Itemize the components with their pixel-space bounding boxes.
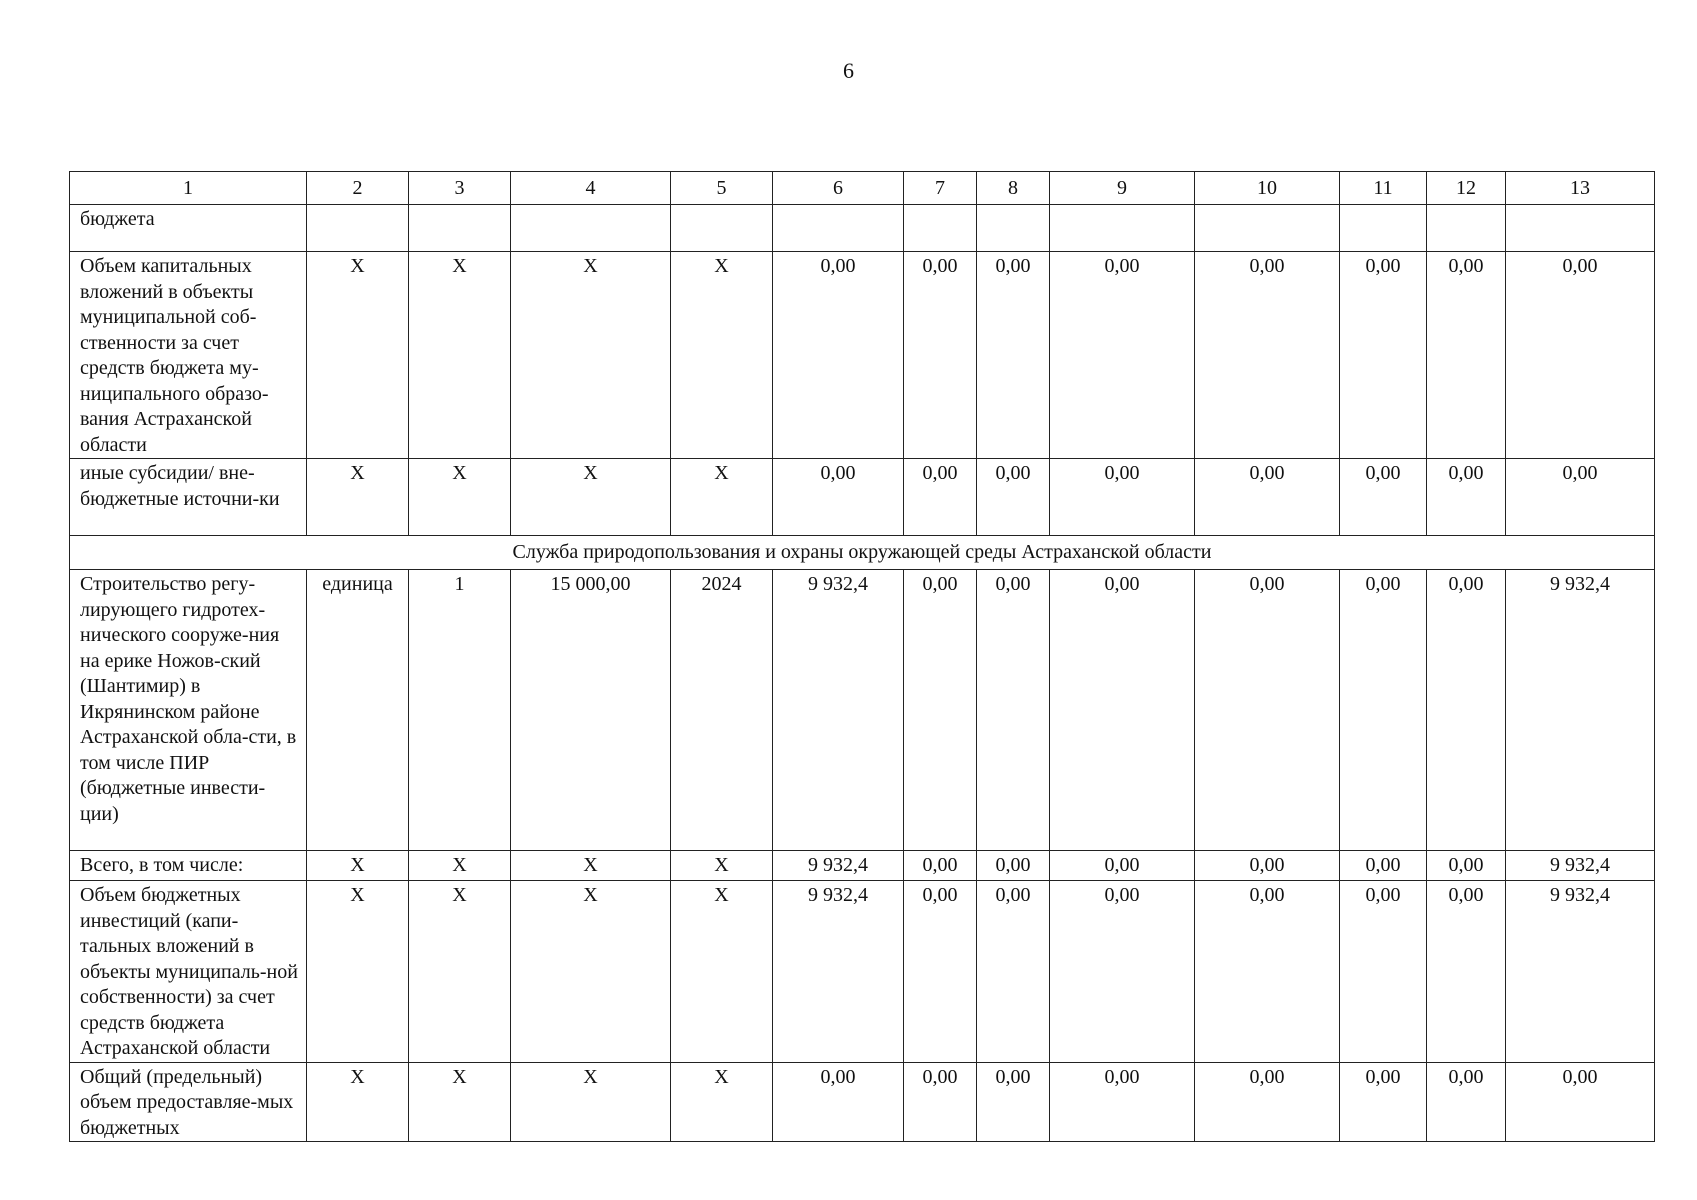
table-row — [70, 459, 1655, 536]
table-cell — [1340, 570, 1427, 851]
cell-value: 0,00 — [922, 1065, 958, 1088]
table-cell — [773, 252, 904, 459]
cell-value: 15 000,00 — [550, 573, 631, 595]
table-cell — [307, 570, 409, 851]
table-cell — [409, 851, 511, 881]
table-cell — [511, 205, 671, 252]
cell-value: X — [583, 255, 598, 277]
column-header: 6 — [773, 172, 904, 205]
cell-value: 0,00 — [820, 462, 856, 484]
row-label — [70, 570, 307, 851]
table-cell — [977, 881, 1050, 1063]
table-cell — [511, 570, 671, 851]
table-cell — [773, 205, 904, 252]
cell-value — [409, 205, 510, 207]
column-header: 4 — [511, 172, 671, 205]
table-cell — [1427, 252, 1506, 459]
cell-value: 9 932,4 — [808, 884, 868, 906]
cell-value: 0,00 — [1562, 462, 1598, 484]
section-row — [70, 536, 1655, 570]
table-cell — [671, 252, 773, 459]
table-cell — [1427, 459, 1506, 536]
table-cell — [409, 1062, 511, 1142]
row-label — [70, 252, 307, 459]
table-cell — [1195, 570, 1340, 851]
table-cell — [1506, 881, 1655, 1063]
cell-value: X — [714, 462, 729, 484]
cell-value — [773, 205, 903, 207]
table-cell — [1506, 570, 1655, 851]
cell-value: 0,00 — [1448, 854, 1484, 876]
row-label-text: Строительство регу-лирующего гидротех-нического сооруже-ния на ерике Ножов-ский (Шантимир) в Икрянинском районе Астраханской обла-сти, в том числе ПИР (бюджетные инвести-ции) — [80, 573, 297, 825]
table-header-row — [70, 172, 1655, 205]
cell-value: X — [452, 255, 467, 277]
cell-value: 0,00 — [922, 884, 958, 906]
cell-value — [977, 205, 1049, 207]
cell-value: 0,00 — [1249, 573, 1285, 595]
table-cell — [904, 459, 977, 536]
cell-value: 0,00 — [995, 854, 1031, 876]
budget-table — [69, 171, 1655, 1142]
cell-value: X — [583, 462, 598, 484]
column-header: 8 — [977, 172, 1050, 205]
table-cell — [773, 881, 904, 1063]
cell-value: 0,00 — [995, 462, 1031, 484]
table-cell — [977, 459, 1050, 536]
section-title: Служба природопользования и охраны окружающей среды Астраханской области — [70, 536, 1655, 570]
cell-value: 0,00 — [922, 255, 958, 277]
cell-value: 0,00 — [1249, 884, 1285, 906]
cell-value: 0,00 — [1448, 1065, 1484, 1088]
cell-value: единица — [322, 573, 393, 595]
cell-value: 0,00 — [820, 255, 856, 277]
table-cell — [409, 459, 511, 536]
table-cell — [904, 881, 977, 1063]
table-cell — [671, 851, 773, 881]
table-cell — [307, 881, 409, 1063]
cell-value: X — [452, 1065, 467, 1088]
cell-value: X — [583, 1065, 598, 1088]
table-cell — [977, 252, 1050, 459]
table-cell — [1340, 851, 1427, 881]
column-header: 7 — [904, 172, 977, 205]
row-label — [70, 881, 307, 1063]
table-cell — [1195, 881, 1340, 1063]
cell-value: 0,00 — [1104, 854, 1140, 876]
table-cell — [773, 1062, 904, 1142]
table-cell — [1050, 1062, 1195, 1142]
table-cell — [977, 851, 1050, 881]
cell-value: 9 932,4 — [808, 854, 868, 876]
column-header: 13 — [1506, 172, 1655, 205]
table-cell — [773, 459, 904, 536]
table-row — [70, 881, 1655, 1063]
row-label-text: Объем капитальных вложений в объекты муниципальной соб-ственности за счет средств бюджета му-ниципального образо-вания Астраханской области — [80, 255, 269, 456]
cell-value: X — [350, 255, 365, 277]
cell-value: 0,00 — [1249, 854, 1285, 876]
cell-value: X — [350, 1065, 365, 1088]
table-cell — [1195, 851, 1340, 881]
table-cell — [1340, 252, 1427, 459]
table-cell — [1506, 205, 1655, 252]
table-cell — [977, 205, 1050, 252]
table-cell — [1050, 252, 1195, 459]
cell-value: 2024 — [701, 573, 742, 595]
table-cell — [307, 851, 409, 881]
cell-value: 0,00 — [1104, 255, 1140, 277]
column-header: 9 — [1050, 172, 1195, 205]
table-cell — [1050, 459, 1195, 536]
table-cell — [904, 851, 977, 881]
cell-value: 0,00 — [1104, 1065, 1140, 1088]
table-cell — [671, 205, 773, 252]
row-label-text: Всего, в том числе: — [80, 854, 244, 876]
table-cell — [1427, 881, 1506, 1063]
cell-value: X — [714, 1065, 729, 1088]
table-cell — [1195, 252, 1340, 459]
table-cell — [1195, 459, 1340, 536]
table-cell — [1506, 252, 1655, 459]
table-cell — [409, 881, 511, 1063]
cell-value: X — [714, 255, 729, 277]
cell-value: X — [350, 884, 365, 906]
cell-value: 0,00 — [1448, 573, 1484, 595]
cell-value: X — [583, 884, 598, 906]
cell-value: 0,00 — [1365, 1065, 1401, 1088]
table-cell — [1195, 1062, 1340, 1142]
table-cell — [904, 1062, 977, 1142]
cell-value: 0,00 — [1448, 255, 1484, 277]
row-label-text: Объем бюджетных инвестиций (капи-тальных вложений в объекты муниципаль-ной собственности) за счет средств бюджета Астраханской области — [80, 884, 298, 1059]
table-cell — [1195, 205, 1340, 252]
cell-value — [1195, 205, 1339, 207]
cell-value: 0,00 — [1448, 462, 1484, 484]
table-cell — [1427, 1062, 1506, 1142]
column-header: 5 — [671, 172, 773, 205]
cell-value — [1427, 205, 1505, 207]
table-cell — [511, 851, 671, 881]
cell-value: 0,00 — [1249, 255, 1285, 277]
table-cell — [773, 851, 904, 881]
table-row — [70, 851, 1655, 881]
cell-value — [1506, 205, 1654, 207]
cell-value: X — [350, 854, 365, 876]
cell-value: X — [350, 462, 365, 484]
table-cell — [409, 252, 511, 459]
page-number: 6 — [843, 58, 854, 83]
row-label-text: бюджета — [80, 208, 155, 230]
table-cell — [977, 1062, 1050, 1142]
row-label-text: Общий (предельный) объем предоставляе-мых бюджетных — [80, 1065, 294, 1139]
table-cell — [1340, 459, 1427, 536]
table-cell — [511, 252, 671, 459]
cell-value: 9 932,4 — [1550, 573, 1610, 595]
row-label — [70, 459, 307, 536]
table-cell — [307, 459, 409, 536]
table-cell — [1340, 881, 1427, 1063]
table-row — [70, 570, 1655, 851]
cell-value: 0,00 — [995, 573, 1031, 595]
cell-value: 0,00 — [995, 255, 1031, 277]
table-cell — [671, 570, 773, 851]
row-label-text: иные субсидии/ вне-бюджетные источни-ки — [80, 462, 280, 510]
cell-value: 0,00 — [1365, 462, 1401, 484]
cell-value: 9 932,4 — [808, 573, 868, 595]
table-cell — [1427, 570, 1506, 851]
table-cell — [1050, 570, 1195, 851]
table-cell — [1506, 459, 1655, 536]
cell-value: 1 — [454, 573, 465, 595]
table-cell — [1050, 881, 1195, 1063]
table-cell — [671, 881, 773, 1063]
cell-value — [904, 205, 976, 207]
cell-value: 0,00 — [1562, 255, 1598, 277]
table-cell — [409, 570, 511, 851]
table-cell — [511, 1062, 671, 1142]
cell-value — [1340, 205, 1426, 207]
column-header: 12 — [1427, 172, 1506, 205]
table-cell — [904, 205, 977, 252]
table-cell — [409, 205, 511, 252]
table-cell — [1050, 851, 1195, 881]
cell-value: 0,00 — [1562, 1065, 1598, 1088]
table-cell — [1340, 1062, 1427, 1142]
cell-value — [511, 205, 670, 207]
table-row — [70, 252, 1655, 459]
table-body — [70, 172, 1655, 1142]
table-cell — [307, 1062, 409, 1142]
cell-value: 0,00 — [1365, 255, 1401, 277]
cell-value: 0,00 — [1365, 884, 1401, 906]
cell-value: 0,00 — [995, 1065, 1031, 1088]
table-cell — [1506, 851, 1655, 881]
cell-value: X — [714, 884, 729, 906]
cell-value: 0,00 — [1365, 854, 1401, 876]
row-label — [70, 205, 307, 252]
table-cell — [977, 570, 1050, 851]
cell-value: 0,00 — [1365, 573, 1401, 595]
cell-value: 0,00 — [922, 462, 958, 484]
cell-value — [671, 205, 772, 207]
table-cell — [1427, 205, 1506, 252]
cell-value: 0,00 — [1104, 573, 1140, 595]
table-cell — [511, 459, 671, 536]
column-header: 3 — [409, 172, 511, 205]
cell-value — [1050, 205, 1194, 207]
column-header: 2 — [307, 172, 409, 205]
cell-value: X — [452, 884, 467, 906]
row-label — [70, 1062, 307, 1142]
row-label — [70, 851, 307, 881]
table-cell — [307, 252, 409, 459]
cell-value: X — [452, 462, 467, 484]
table-cell — [1340, 205, 1427, 252]
table-cell — [904, 570, 977, 851]
table-cell — [307, 205, 409, 252]
table-cell — [1050, 205, 1195, 252]
table-cell — [904, 252, 977, 459]
cell-value: X — [452, 854, 467, 876]
table-cell — [1427, 851, 1506, 881]
table-cell — [1506, 1062, 1655, 1142]
cell-value: X — [583, 854, 598, 876]
table-row — [70, 1062, 1655, 1142]
cell-value: 9 932,4 — [1550, 884, 1610, 906]
cell-value: 0,00 — [1448, 884, 1484, 906]
cell-value: 0,00 — [820, 1065, 856, 1088]
table-cell — [671, 459, 773, 536]
column-header: 1 — [70, 172, 307, 205]
column-header: 10 — [1195, 172, 1340, 205]
table-cell — [671, 1062, 773, 1142]
table-row — [70, 205, 1655, 252]
cell-value — [307, 205, 408, 207]
cell-value: 0,00 — [1104, 884, 1140, 906]
cell-value: 0,00 — [1249, 462, 1285, 484]
cell-value: 9 932,4 — [1550, 854, 1610, 876]
cell-value: 0,00 — [922, 573, 958, 595]
table-cell — [511, 881, 671, 1063]
cell-value: X — [714, 854, 729, 876]
table-cell — [773, 570, 904, 851]
cell-value: 0,00 — [1249, 1065, 1285, 1088]
cell-value: 0,00 — [922, 854, 958, 876]
cell-value: 0,00 — [995, 884, 1031, 906]
cell-value: 0,00 — [1104, 462, 1140, 484]
column-header: 11 — [1340, 172, 1427, 205]
